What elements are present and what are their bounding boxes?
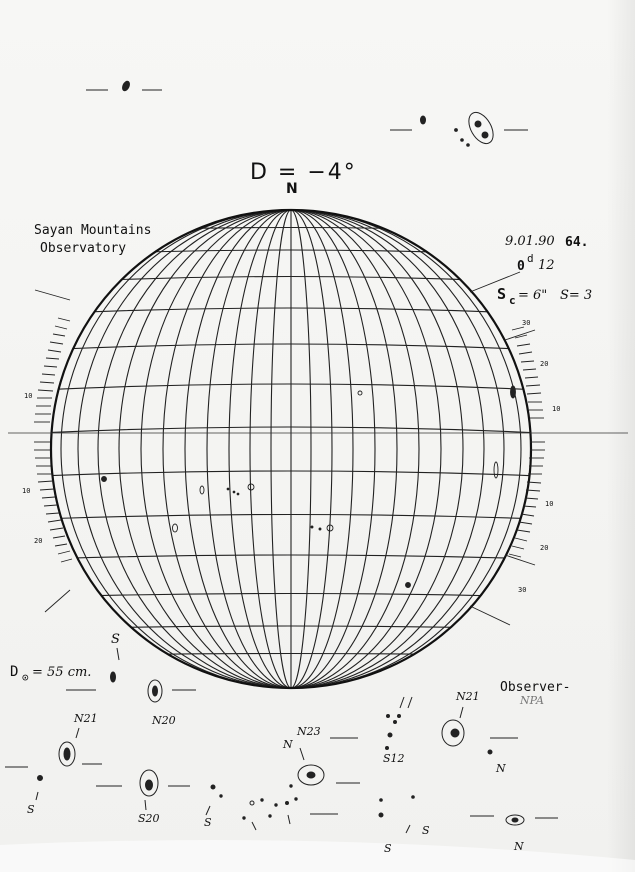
spot-label: N23 <box>297 725 321 738</box>
latitude-label: 10 <box>22 487 31 495</box>
seeing-c-sub: c <box>509 294 516 307</box>
latitude-label: 20 <box>34 537 43 545</box>
seeing-c-label: S <box>497 285 507 303</box>
latitude-label: 30 <box>518 586 527 594</box>
seeing-value: S= 3 <box>560 288 593 303</box>
observatory-name-line1: Sayan Mountains <box>34 223 152 238</box>
spot-label: S <box>204 816 212 829</box>
spot-label: N <box>496 762 506 775</box>
longitude-grid <box>61 210 521 688</box>
top-markers <box>86 80 528 148</box>
spot-label: N <box>514 840 524 853</box>
spot-label: S20 <box>138 812 160 825</box>
paper-fold <box>0 840 635 872</box>
latitude-label: 20 <box>540 360 549 368</box>
north-marker: N <box>286 181 298 197</box>
spot-label: N20 <box>152 714 176 727</box>
spot-label: S <box>422 824 430 837</box>
disk-diameter-label: D <box>10 664 19 680</box>
latitude-label: 30 <box>522 319 531 327</box>
spot-label: S12 <box>383 752 405 765</box>
observation-date: 9.01.90 <box>505 234 555 249</box>
duration-main: 0 <box>517 259 525 274</box>
latitude-label: 10 <box>552 405 561 413</box>
observation-suffix: 64. <box>565 235 589 250</box>
observer-label: Observer- <box>500 680 571 695</box>
duration-value: 12 <box>538 258 555 273</box>
latitude-label: 20 <box>540 544 549 552</box>
declination-label: D = −4° <box>250 160 357 185</box>
spot-label: S <box>27 803 35 816</box>
latitude-leaders <box>35 272 535 625</box>
latitude-label: 10 <box>24 392 33 400</box>
disk-diameter-value: = 55 cm. <box>32 665 92 680</box>
latitude-grid <box>40 228 540 657</box>
left-limb-scale <box>34 318 72 562</box>
disk-diameter-sub: ⊙ <box>22 671 29 684</box>
latitude-label: 10 <box>545 500 554 508</box>
observatory-name-line2: Observatory <box>40 241 127 256</box>
spot-label: S <box>384 842 392 855</box>
duration-sup: d <box>527 252 534 265</box>
spot-label: S <box>111 632 120 647</box>
observer-name: NPA <box>520 694 544 707</box>
spot-label: N21 <box>74 712 98 725</box>
seeing-c-value: = 6" <box>518 288 548 303</box>
spot-label: N21 <box>456 690 480 703</box>
spot-label: N <box>283 738 293 751</box>
